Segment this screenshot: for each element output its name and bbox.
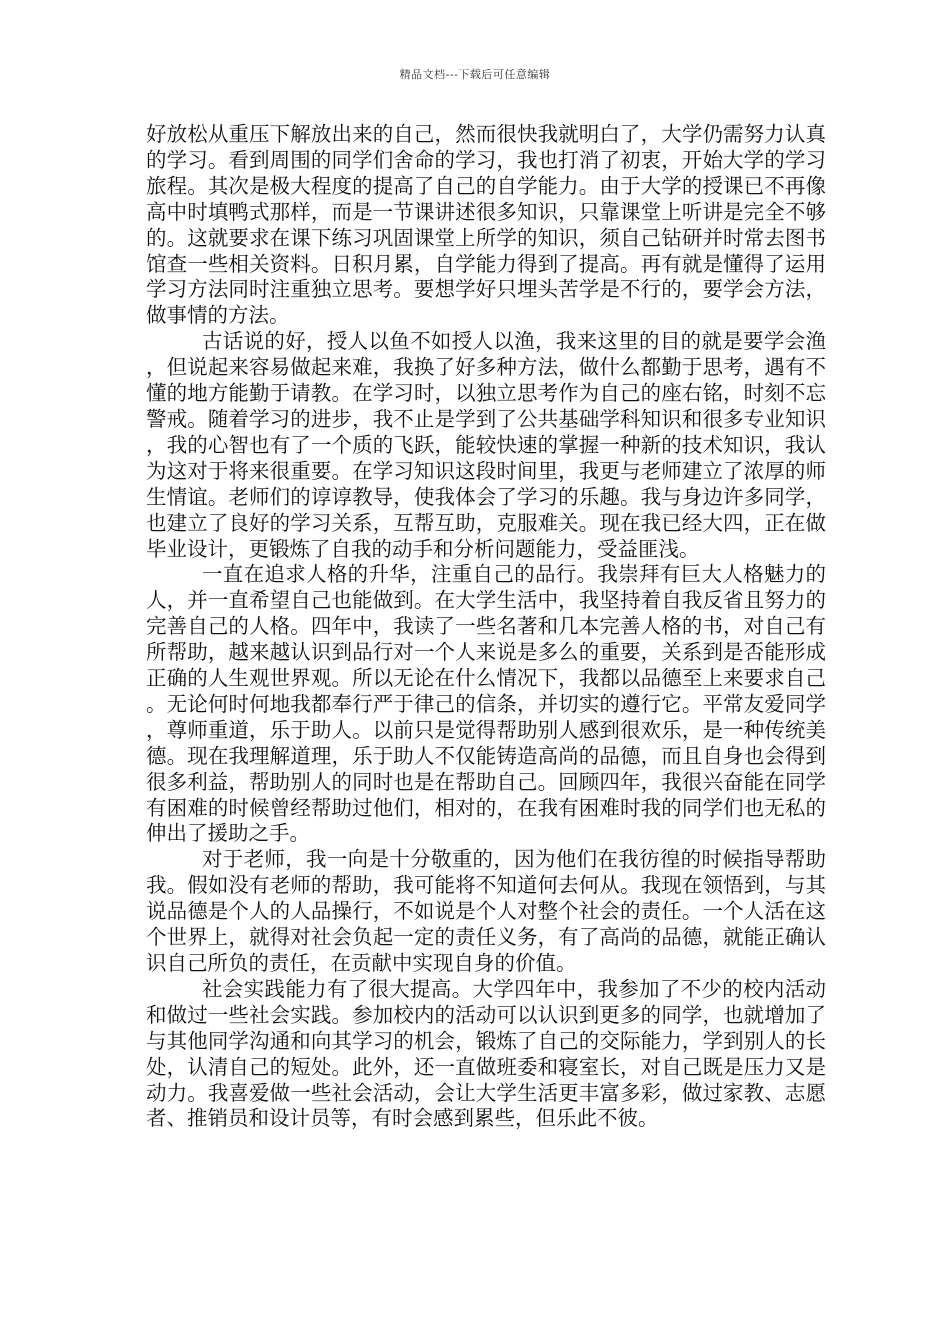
paragraph-social-practice: 社会实践能力有了很大提高。大学四年中，我参加了不少的校内活动和做过一些社会实践。参加校内的活动可以认识到更多的同学，也就增加了与其他同学沟通和向其学习的机会，锻炼了自己的交际能力，学到别人的长处，认清自己的短处。此外，还一直做班委和寝室长，对自己既是压力又是动力。我喜爱做一些社会活动，会让大学生活更丰富多彩，做过家教、志愿者、推销员和设计员等，有时会感到累些，但乐此不彼。 [146,976,826,1131]
paragraph-learning-methods: 古话说的好，授人以鱼不如授人以渔，我来这里的目的就是要学会渔，但说起来容易做起来难，我换了好多种方法，做什么都勤于思考，遇有不懂的地方能勤于请教。在学习时，以独立思考作为自己的座右铭，时刻不忘警戒。随着学习的进步，我不止是学到了公共基础学科知识和很多专业知识，我的心智也有了一个质的飞跃，能较快速的掌握一种新的技术知识，我认为这对于将来很重要。在学习知识这段时间里，我更与老师建立了浓厚的师生情谊。老师们的谆谆教导，使我体会了学习的乐趣。我与身边许多同学，也建立了良好的学习关系，互帮互助，克服难关。现在我已经大四，正在做毕业设计，更锻炼了自我的动手和分析问题能力，受益匪浅。 [146,329,826,561]
document-body [146,122,826,1132]
paragraph-study-habits: 好放松从重压下解放出来的自己，然而很快我就明白了，大学仍需努力认真的学习。看到周围的同学们舍命的学习，我也打消了初衷，开始大学的学习旅程。其次是极大程度的提高了自己的自学能力。由于大学的授课已不再像高中时填鸭式那样，而是一节课讲述很多知识，只靠课堂上听讲是完全不够的。这就要求在课下练习巩固课堂上所学的知识，须自己钻研并时常去图书馆查一些相关资料。日积月累，自学能力得到了提高。再有就是懂得了运用学习方法同时注重独立思考。要想学好只埋头苦学是不行的，要学会方法，做事情的方法。 [146,122,826,328]
paragraph-teachers: 对于老师，我一向是十分敬重的，因为他们在我彷徨的时候指导帮助我。假如没有老师的帮助，我可能将不知道何去何从。我现在领悟到，与其说品德是个人的人品操行，不如说是个人对整个社会的责任。一个人活在这个世界上，就得对社会负起一定的责任义务，有了高尚的品德，就能正确认识自己所负的责任，在贡献中实现自身的价值。 [146,847,826,975]
paragraph-character: 一直在追求人格的升华，注重自己的品行。我崇拜有巨大人格魅力的人，并一直希望自己也能做到。在大学生活中，我坚持着自我反省且努力的完善自己的人格。四年中，我读了一些名著和几本完善人格的书，对自己有所帮助，越来越认识到品行对一个人来说是多么的重要，关系到是否能形成正确的人生观世界观。所以无论在什么情况下，我都以品德至上来要求自己。无论何时何地我都奉行严于律己的信条，并切实的遵行它。平常友爱同学，尊师重道，乐于助人。以前只是觉得帮助别人感到很欢乐，是一种传统美德。现在我理解道理，乐于助人不仅能铸造高尚的品德，而且自身也会得到很多利益，帮助别人的同时也是在帮助自己。回顾四年，我很兴奋能在同学有困难的时候曾经帮助过他们，相对的，在我有困难时我的同学们也无私的伸出了援助之手。 [146,562,826,846]
page-header: 精品文档---下载后可任意编辑 [399,68,551,81]
